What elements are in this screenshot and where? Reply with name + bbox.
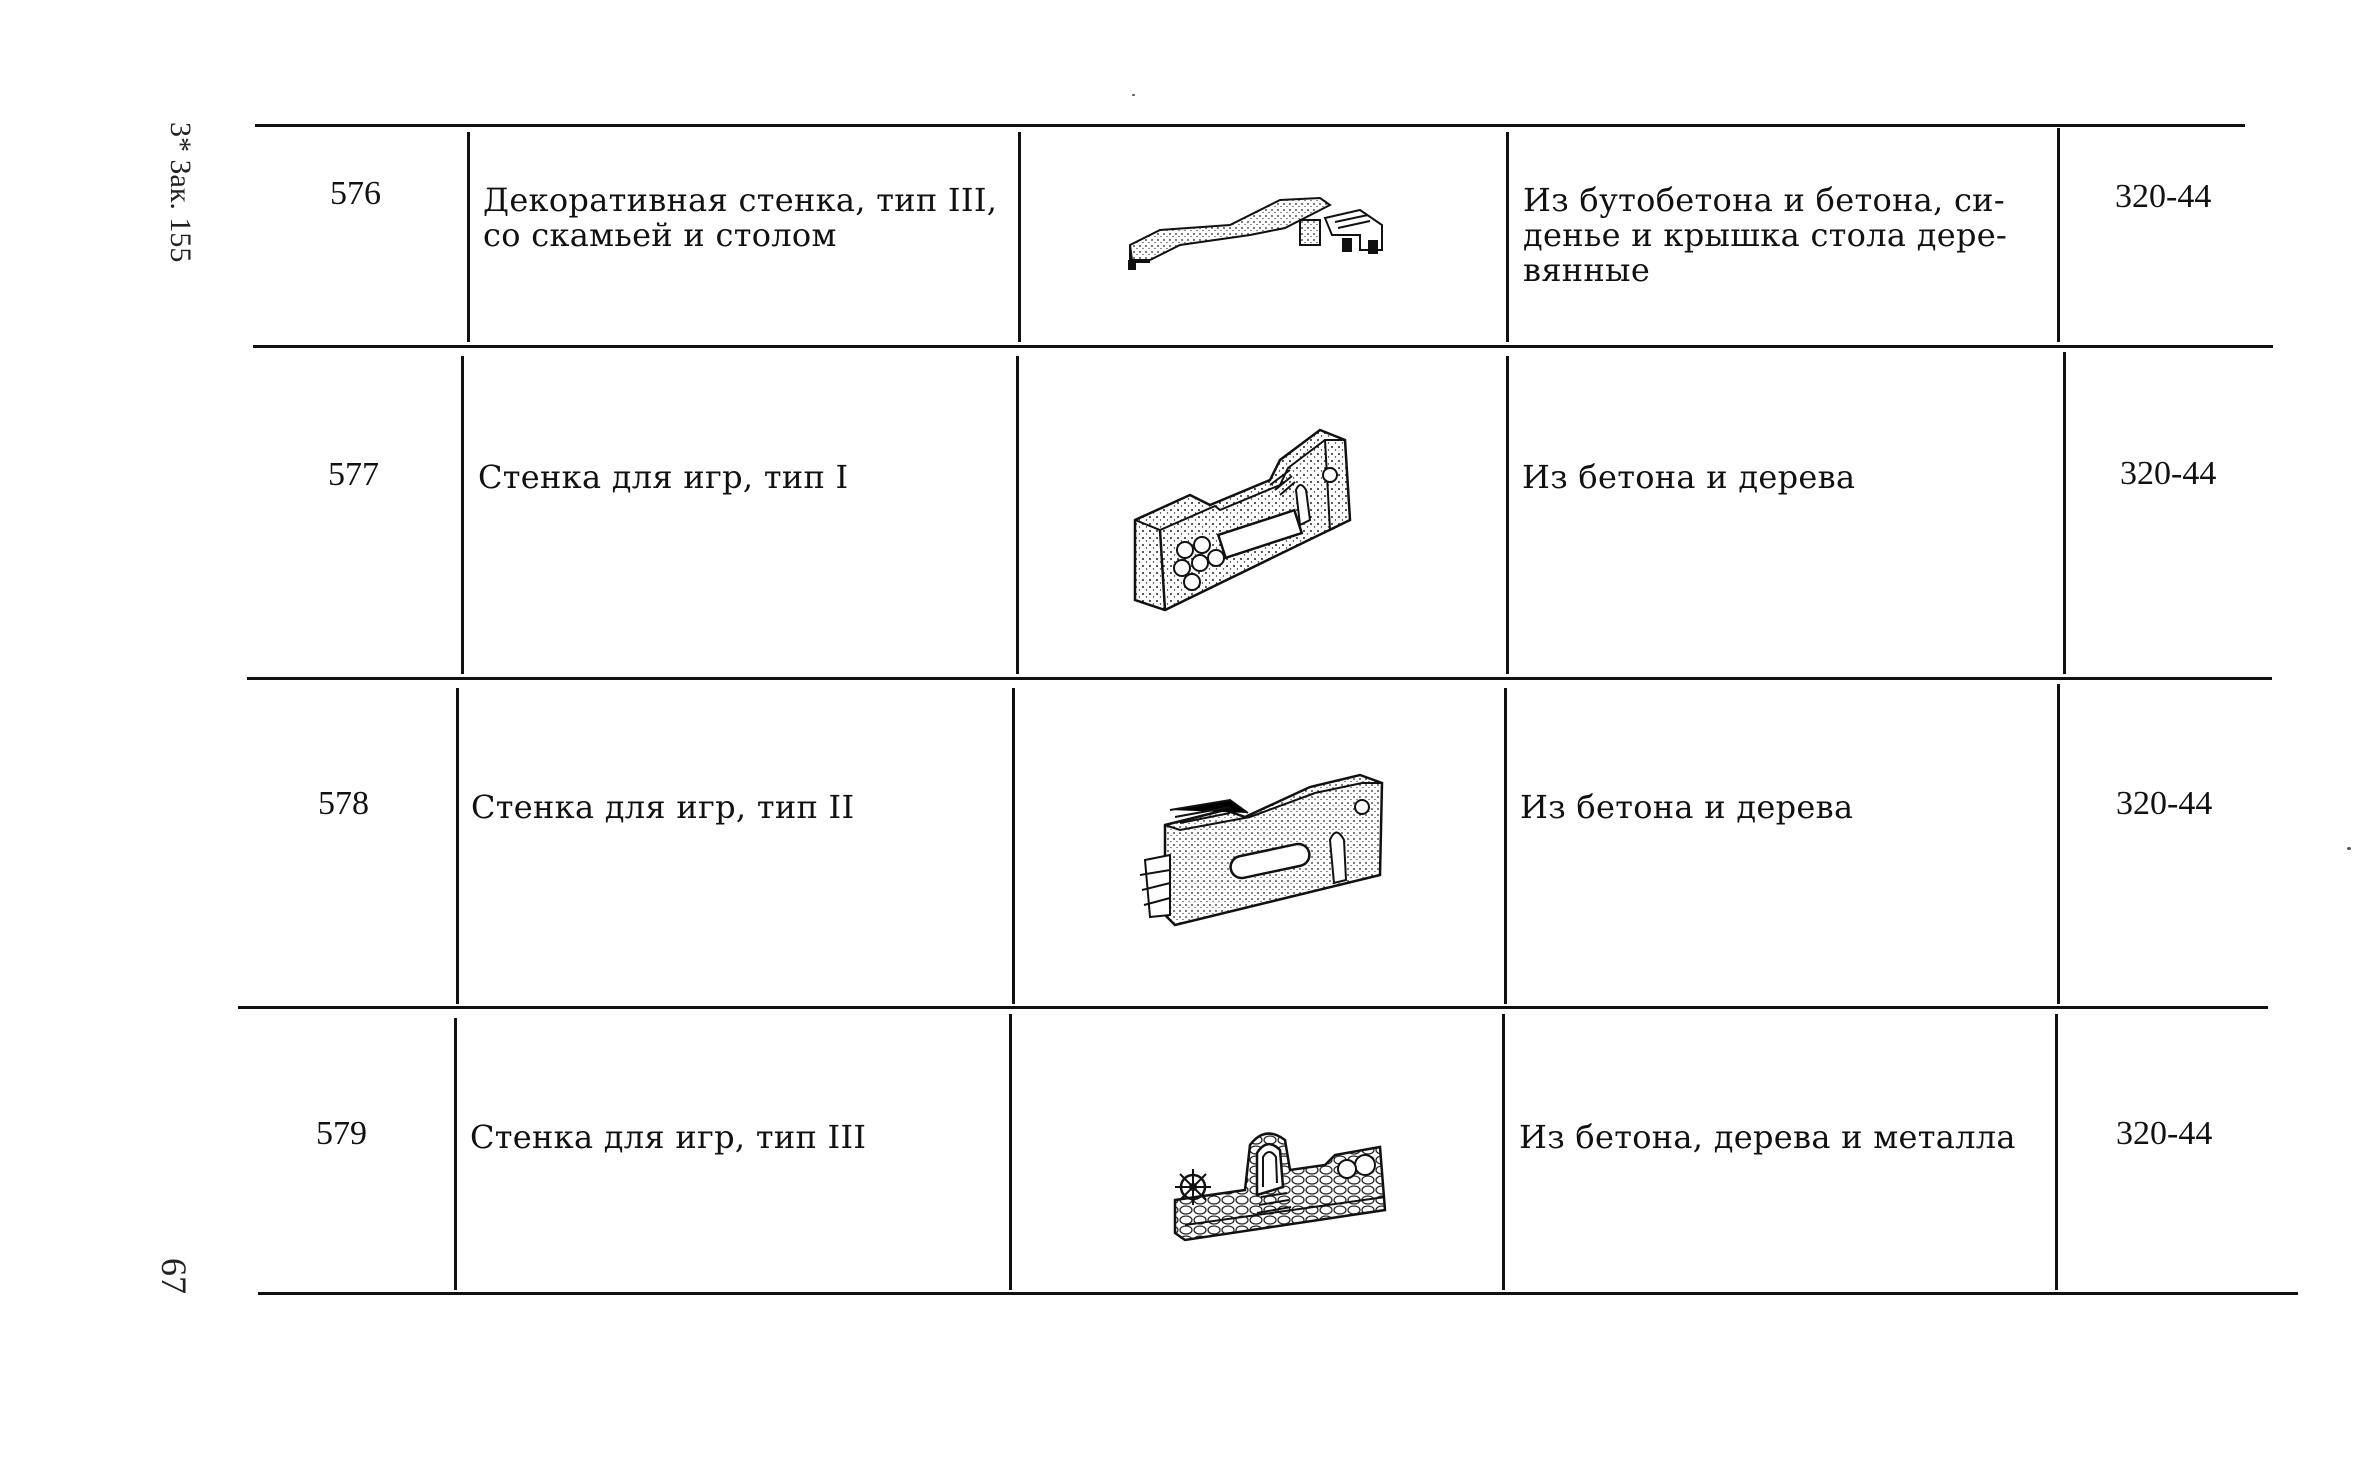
col-rule [1018, 132, 1021, 342]
print-speck [1132, 94, 1135, 96]
item-name: Декоративная стенка, тип III, со скамьей и столом [483, 181, 998, 254]
col-rule [1012, 688, 1015, 1004]
col-rule [456, 688, 459, 1004]
margin-order-note: 3* Зак. 155 [164, 122, 197, 263]
table-rule-row-2 [247, 677, 2272, 680]
col-rule [1016, 356, 1019, 674]
col-rule [2063, 352, 2066, 674]
item-material: Из бетона и дерева [1520, 788, 1854, 826]
item-number: 576 [330, 175, 381, 212]
item-material: Из бутобетона и бетона, си- денье и крышка стола дере- вянные [1523, 181, 2008, 289]
col-rule [1504, 688, 1507, 1004]
item-name: Стенка для игр, тип III [470, 1118, 867, 1156]
item-material: Из бетона и дерева [1522, 458, 1856, 496]
item-code: 320-44 [2120, 455, 2217, 492]
col-rule [2057, 128, 2060, 342]
decorative-wall-bench-table-illustration [1120, 190, 1400, 280]
item-name: Стенка для игр, тип II [471, 788, 855, 826]
col-rule [1506, 132, 1509, 342]
col-rule [1009, 1014, 1012, 1290]
table-rule-row-1 [253, 345, 2273, 348]
page-number: 67 [154, 1258, 194, 1294]
play-wall-type-1-illustration [1120, 410, 1360, 620]
item-code: 320-44 [2116, 1115, 2213, 1152]
item-number: 577 [328, 456, 379, 493]
item-number: 579 [316, 1115, 367, 1152]
play-wall-type-3-illustration [1165, 1125, 1395, 1245]
item-number: 578 [318, 785, 369, 822]
col-rule [1506, 356, 1509, 674]
col-rule [461, 356, 464, 674]
print-speck [2347, 847, 2351, 850]
item-code: 320-44 [2116, 785, 2213, 822]
col-rule [467, 132, 470, 342]
col-rule [2057, 684, 2060, 1004]
table-rule-row-3 [238, 1006, 2268, 1009]
col-rule [454, 1018, 457, 1290]
play-wall-type-2-illustration [1130, 765, 1390, 935]
item-name: Стенка для игр, тип I [478, 458, 849, 496]
item-code: 320-44 [2115, 178, 2212, 215]
col-rule [1502, 1014, 1505, 1290]
table-rule-bottom [258, 1292, 2298, 1295]
table-rule-top [255, 124, 2245, 127]
item-material: Из бетона, дерева и металла [1519, 1118, 2016, 1156]
col-rule [2055, 1014, 2058, 1290]
